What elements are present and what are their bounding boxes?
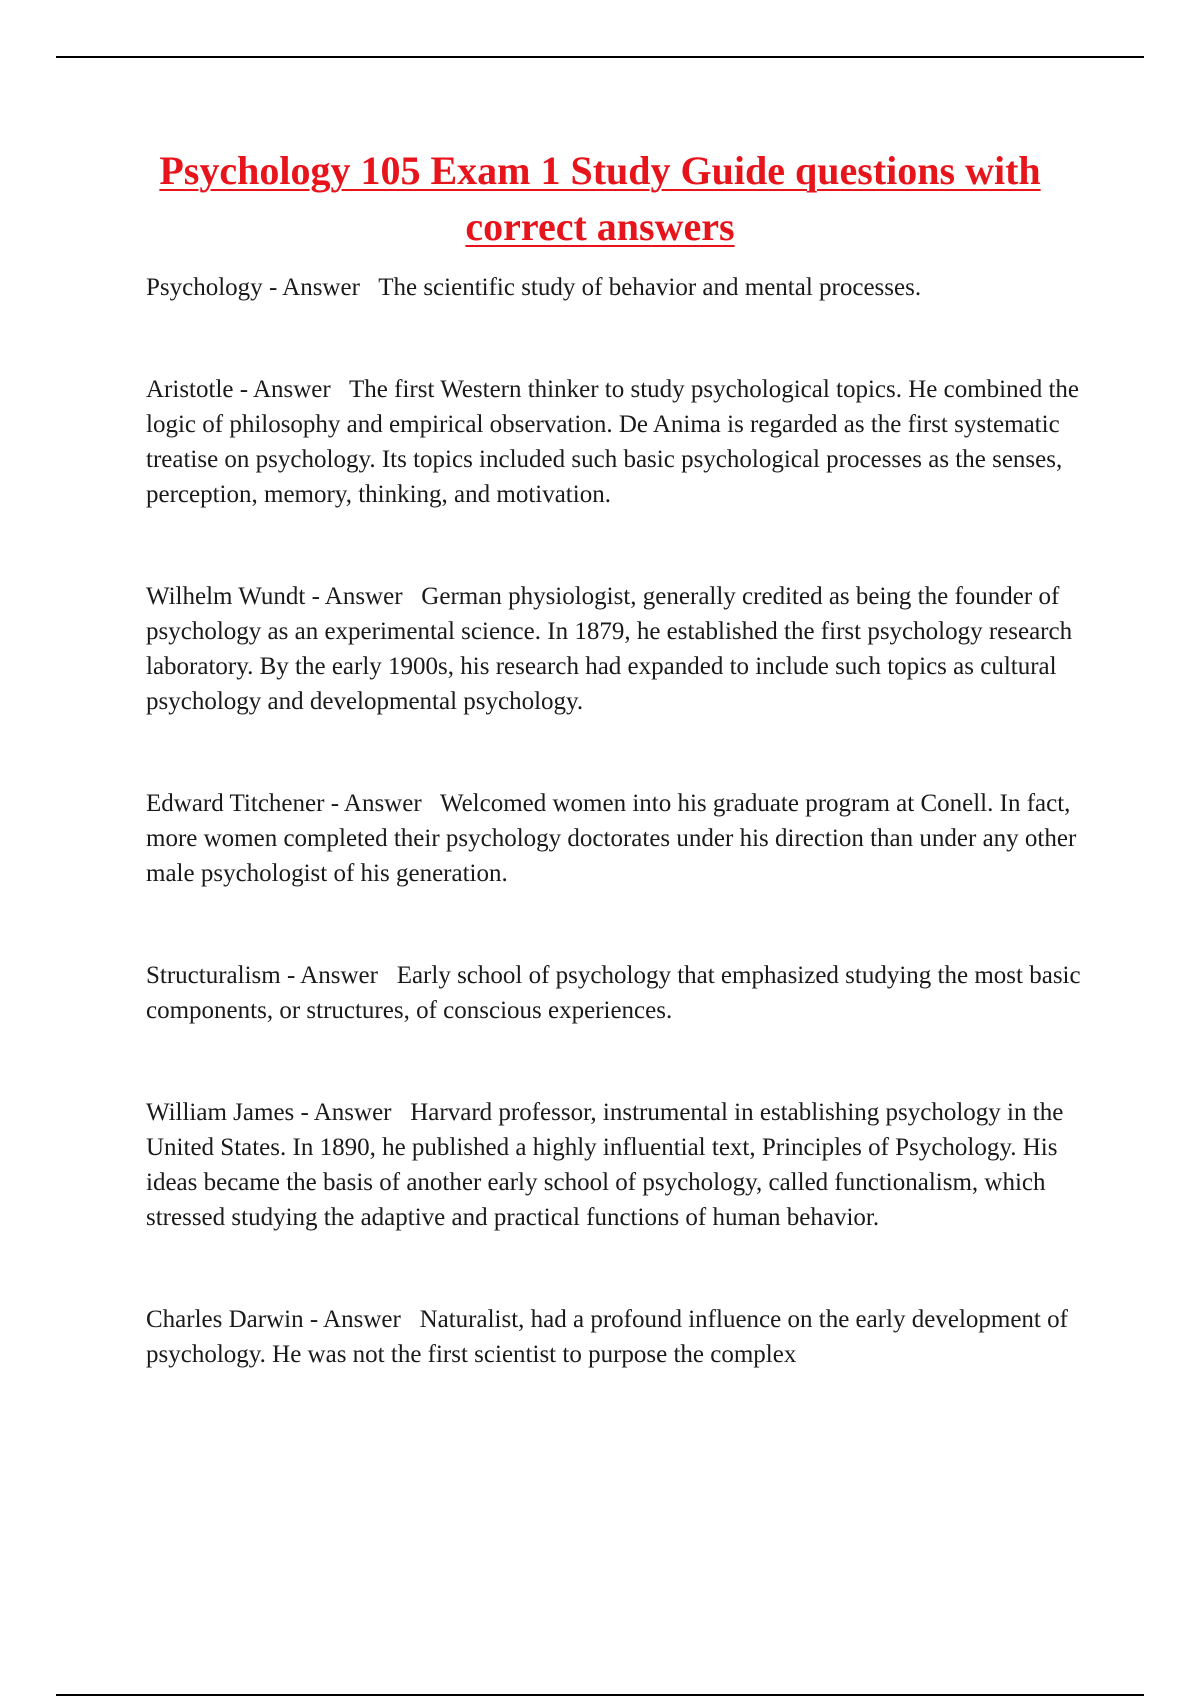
qa-answer: Naturalist, had a profound influence on the early development of psychology. He was not the first scientist to purpose the complex: [146, 1306, 1068, 1368]
qa-list: [146, 270, 1096, 1372]
qa-term: Wilhelm Wundt: [146, 583, 306, 610]
qa-answer: German physiologist, generally credited as being the founder of psychology as an experimental science. In 1879, he established the first psychology research laboratory. By the early 1900s, his research had expanded to include such topics as cultural psychology and developmental psychology.: [146, 583, 1073, 715]
qa-entry: [146, 270, 1096, 305]
qa-answer: Early school of psychology that emphasized studying the most basic components, or structures, of conscious experiences.: [146, 962, 1081, 1024]
qa-entry: [146, 579, 1096, 719]
qa-term: William James: [146, 1099, 295, 1126]
qa-term: Psychology: [146, 274, 263, 301]
qa-entry: [146, 372, 1096, 512]
qa-term: Aristotle: [146, 376, 234, 403]
answer-separator: - Answer: [305, 583, 422, 610]
answer-separator: - Answer: [294, 1099, 411, 1126]
qa-entry: [146, 1095, 1096, 1235]
qa-term: Structuralism: [146, 962, 281, 989]
qa-answer: Harvard professor, instrumental in establishing psychology in the United States. In 1890, he published a highly influential text, Principles of Psychology. His ideas became the basis of another early school of psychology, called functionalism, which stressed studying the adaptive and practical functions of human behavior.: [146, 1099, 1064, 1231]
footer-rule: [56, 1694, 1144, 1696]
header-rule: [56, 56, 1144, 58]
qa-answer: The scientific study of behavior and mental processes.: [378, 274, 922, 301]
qa-entry: [146, 786, 1096, 891]
qa-answer: Welcomed women into his graduate program at Conell. In fact, more women completed their psychology doctorates under his direction than under any other male psychologist of his generation.: [146, 790, 1077, 887]
answer-separator: - Answer: [303, 1306, 420, 1333]
qa-entry: [146, 1302, 1096, 1372]
document-title: Psychology 105 Exam 1 Study Guide questions with correct answers: [159, 148, 1041, 249]
answer-separator: - Answer: [324, 790, 440, 817]
answer-separator: - Answer: [233, 376, 350, 403]
qa-answer: The first Western thinker to study psychological topics. He combined the logic of philosophy and empirical observation. De Anima is regarded as the first systematic treatise on psychology. Its topics included such basic psychological processes as the senses, perception, memory, thinking, and motivation.: [146, 376, 1080, 508]
answer-separator: - Answer: [262, 274, 379, 301]
qa-term: Charles Darwin: [146, 1306, 304, 1333]
qa-term: Edward Titchener: [146, 790, 325, 817]
qa-entry: [146, 958, 1096, 1028]
answer-separator: - Answer: [280, 962, 397, 989]
